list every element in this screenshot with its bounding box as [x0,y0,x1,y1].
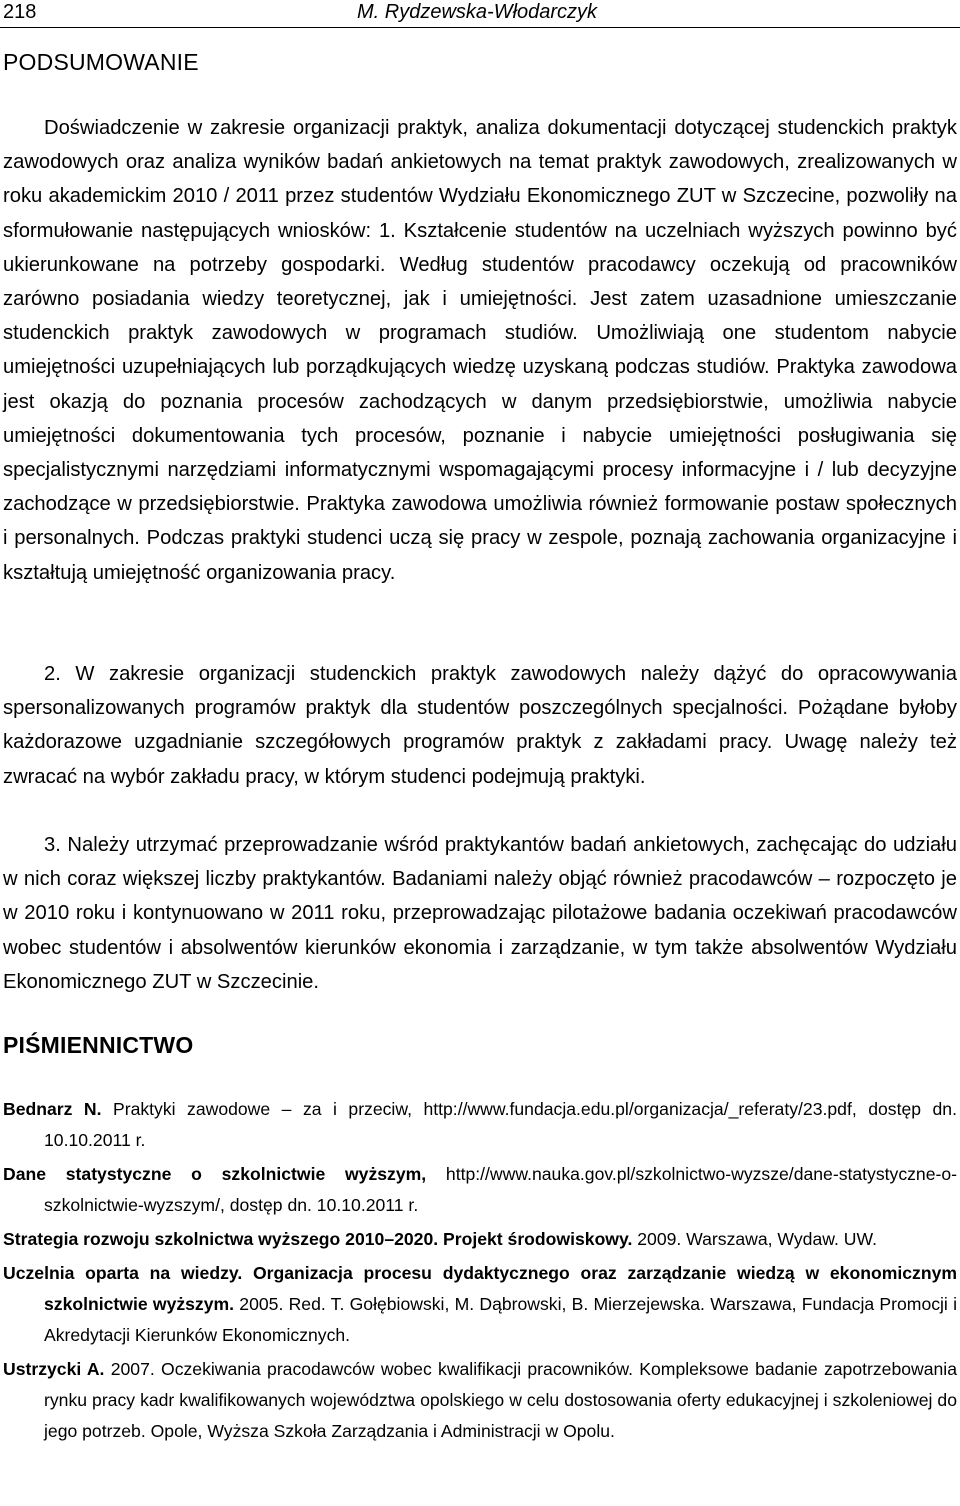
page-header [0,0,960,26]
reference-item [3,1224,957,1255]
paragraph-text: 2. W zakresie organizacji studenckich praktyk zawodowych należy dążyć do opracowywania spersonalizowanych programów praktyk dla studentów poszczególnych specjalności. Pożądane byłoby każdorazowe uzgadnianie szczegółowych programów praktyk z zakładami pracy. Uwagę należy też zwracać na wybór zakładu pracy, w którym studenci podejmują praktyki. [3,663,957,788]
summary-paragraph-3 [3,828,957,999]
reference-bold: Strategia rozwoju szkolnictwa wyższego 2010–2020. Projekt środowiskowy. [3,1229,633,1249]
reference-item [3,1258,957,1351]
paragraph-text: 3. Należy utrzymać przeprowadzanie wśród praktykantów badań ankietowych, zachęcając do udziału w nich coraz większej liczby praktykantów. Badaniami należy objąć również pracodawców – rozpoczęto je w 2010 roku i kontynuowano w 2011 roku, przeprowadzając pilotażowe badania oczekiwań pracodawców wobec studentów i absolwentów kierunków ekonomia i zarządzanie, w tym także absolwentów Wydziału Ekonomicznego ZUT w Szczecinie. [3,834,957,993]
summary-heading: PODSUMOWANIE [3,49,199,75]
reference-rest: Praktyki zawodowe – za i przeciw, http://www.fundacja.edu.pl/organizacja/_referaty/23.pdf, dostęp dn. 10.10.2011 r. [44,1099,957,1150]
reference-rest: 2005. Red. T. Gołębiowski, M. Dąbrowski, B. Mierzejewska. Warszawa, Fundacja Promocji i Akredytacji Kierunków Ekonomicznych. [44,1294,957,1345]
page-number: 218 [3,1,37,23]
summary-paragraph-intro [3,111,957,590]
reference-rest: 2007. Oczekiwania pracodawców wobec kwalifikacji pracowników. Kompleksowe badanie zapotrzebowania rynku pracy kadr kwalifikowanych województwa opolskiego w celu dostosowania oferty edukacyjnej i szkoleniowej do jego potrzeb. Opole, Wyższa Szkoła Zarządzania i Administracji w Opolu. [44,1359,957,1441]
reference-bold: Ustrzycki A. [3,1359,105,1379]
reference-item [3,1159,957,1221]
reference-bold: Uczelnia oparta na wiedzy. Organizacja procesu dydaktycznego oraz zarządzanie wiedzą w ekonomicznym szkolnictwie wyższym. [3,1263,957,1314]
reference-bold: Bednarz N. [3,1099,102,1119]
header-rule [0,27,960,28]
reference-item [3,1094,957,1156]
bibliography-list [3,1094,957,1450]
bibliography-heading: PIŚMIENNICTWO [3,1032,194,1058]
reference-item [3,1354,957,1447]
reference-rest: http://www.nauka.gov.pl/szkolnictwo-wyzsze/dane-statystyczne-o-szkolnictwie-wyzszym/, dostęp dn. 10.10.2011 r. [44,1164,957,1215]
paragraph-text: Doświadczenie w zakresie organizacji praktyk, analiza dokumentacji dotyczącej studenckich praktyk zawodowych oraz analiza wyników badań ankietowych na temat praktyk zawodowych, zrealizowanych w roku akademickim 2010 / 2011 przez studentów Wydziału Ekonomicznego ZUT w Szczecine, pozwoliły na sformułowanie następujących wniosków: 1. Kształcenie studentów na uczelniach wyższych powinno być ukierunkowane na potrzeby gospodarki. Według studentów pracodawcy oczekują od pracowników zarówno posiadania wiedzy teoretycznej, jak i umiejętności. Jest zatem uzasadnione umieszczanie studenckich praktyk zawodowych w programach studiów. Umożliwiają one studentom nabycie umiejętności uzupełniających lub porządkujących wiedzę uzyskaną podczas studiów. Praktyka zawodowa jest okazją do poznania procesów zachodzących w danym przedsiębiorstwie, umożliwia nabycie umiejętności dokumentowania tych procesów, poznanie i nabycie umiejętności posługiwania się specjalistycznymi narzędziami informatycznymi wspomagającymi procesy informacyjne i / lub decyzyjne zachodzące w przedsiębiorstwie. Praktyka zawodowa umożliwia również formowanie postaw społecznych i personalnych. Podczas praktyki studenci uczą się pracy w zespole, poznają zachowania organizacyjne i kształtują umiejętność organizowania pracy. [3,117,957,584]
reference-bold: Dane statystyczne o szkolnictwie wyższym, [3,1164,427,1184]
summary-paragraph-2 [3,657,957,794]
reference-rest: 2009. Warszawa, Wydaw. UW. [632,1229,877,1249]
running-head-author: M. Rydzewska-Włodarczyk [357,1,598,23]
